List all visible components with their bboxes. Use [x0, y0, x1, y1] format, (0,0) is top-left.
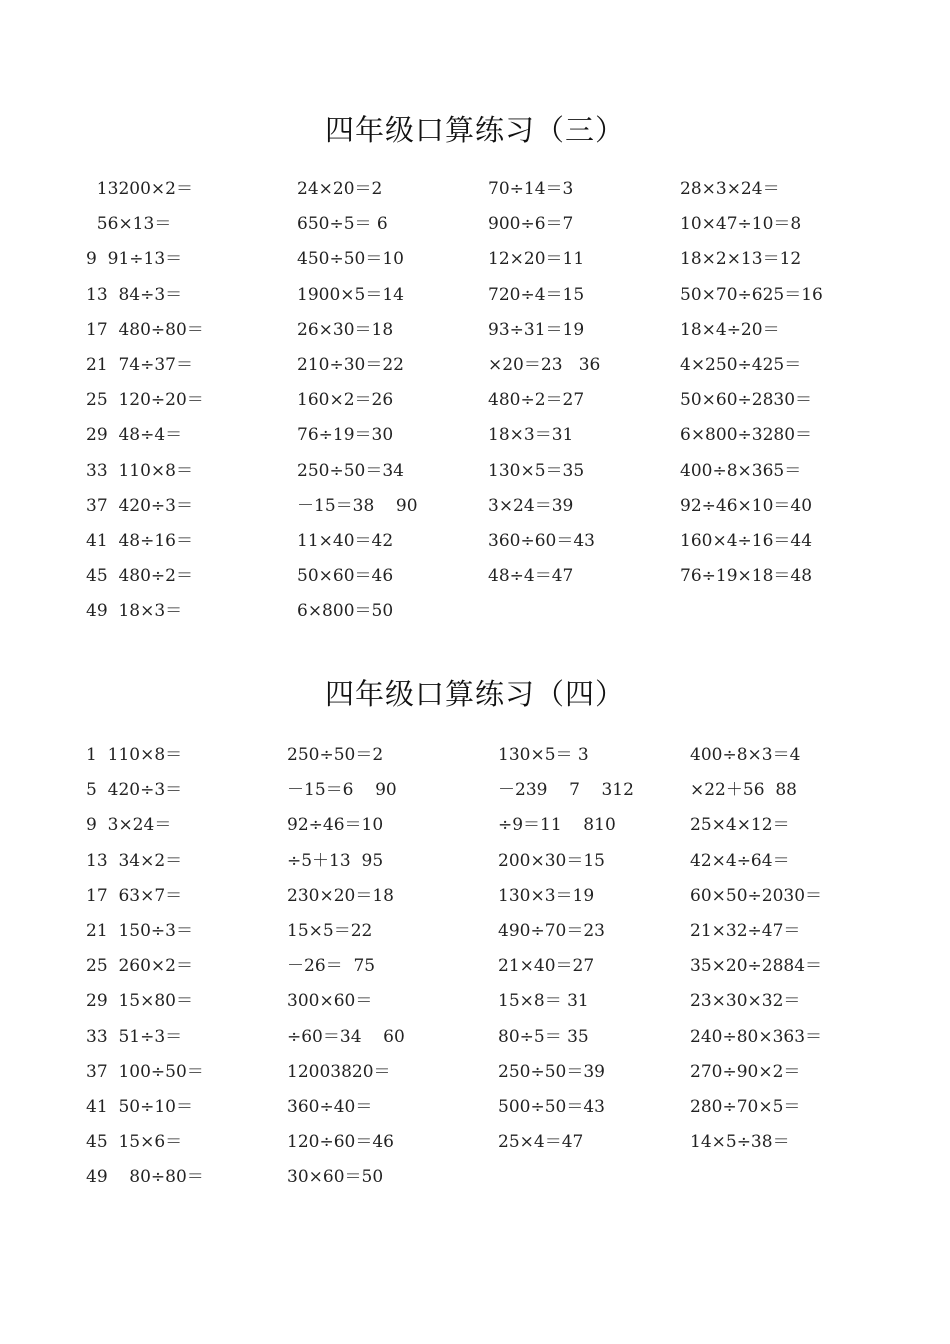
problem-row [0, 955, 950, 985]
arithmetic-problem: 30×60＝50 [287, 1167, 384, 1188]
arithmetic-problem: 80÷5＝ 35 [498, 1026, 589, 1047]
problem-row [0, 530, 950, 560]
arithmetic-problem: 250÷50＝39 [498, 1061, 605, 1082]
problem-row [0, 744, 950, 774]
problem-row [0, 814, 950, 844]
arithmetic-problem: 1 110×8＝ [86, 745, 183, 765]
arithmetic-problem: ×20＝23 36 [488, 355, 601, 375]
arithmetic-problem: －239 7 312 [498, 780, 634, 801]
problem-row [0, 389, 950, 419]
arithmetic-problem: 160×2＝26 [297, 390, 394, 411]
arithmetic-problem: 130×5＝35 [488, 460, 585, 481]
arithmetic-problem: 26×30＝18 [297, 319, 394, 340]
arithmetic-problem: 300×60＝ [287, 991, 373, 1012]
arithmetic-problem: －15＝6 90 [287, 780, 397, 801]
arithmetic-problem: 11×40＝42 [297, 531, 394, 551]
problem-row [0, 1061, 950, 1091]
problem-row [0, 885, 950, 915]
arithmetic-problem: 24×20＝2 [297, 179, 383, 199]
arithmetic-problem: 17 480÷80＝ [86, 319, 204, 340]
problem-row [0, 178, 950, 208]
arithmetic-problem: 15×5＝22 [287, 921, 373, 941]
arithmetic-problem: 200×30＝15 [498, 850, 605, 871]
arithmetic-problem: 14×5÷38＝ [690, 1132, 790, 1153]
arithmetic-problem: －15＝38 90 [297, 495, 418, 516]
arithmetic-problem: 92÷46×10＝40 [680, 495, 813, 516]
arithmetic-problem: 9 3×24＝ [86, 815, 172, 836]
arithmetic-problem: 130×5＝ 3 [498, 745, 589, 765]
arithmetic-problem: 650÷5＝ 6 [297, 214, 388, 235]
arithmetic-problem: 4×250÷425＝ [680, 355, 802, 375]
arithmetic-problem: 93÷31＝19 [488, 319, 585, 340]
arithmetic-problem: 21×40＝27 [498, 956, 595, 977]
arithmetic-problem: 9 91÷13＝ [86, 249, 183, 270]
arithmetic-problem: 400÷8×365＝ [680, 460, 802, 481]
arithmetic-problem: 240÷80×363＝ [690, 1026, 823, 1047]
arithmetic-problem: 490÷70＝23 [498, 921, 605, 941]
arithmetic-problem: 41 48÷16＝ [86, 531, 193, 551]
problem-row [0, 600, 950, 630]
arithmetic-problem: 13 84÷3＝ [86, 284, 183, 305]
arithmetic-problem: 21×32÷47＝ [690, 921, 801, 941]
arithmetic-problem: 500÷50＝43 [498, 1097, 605, 1117]
arithmetic-problem: 33 51÷3＝ [86, 1026, 183, 1047]
arithmetic-problem: 23×30×32＝ [690, 991, 801, 1012]
arithmetic-problem: 17 63×7＝ [86, 885, 183, 906]
arithmetic-problem: 13 34×2＝ [86, 850, 183, 871]
arithmetic-problem: 5 420÷3＝ [86, 780, 183, 801]
arithmetic-problem: 6×800＝50 [297, 601, 394, 622]
section-title: 四年级口算练习（三） [324, 113, 625, 147]
arithmetic-problem: 45 480÷2＝ [86, 566, 193, 587]
arithmetic-problem: 210÷30＝22 [297, 355, 404, 375]
problem-row [0, 850, 950, 880]
arithmetic-problem: 1900×5＝14 [297, 284, 404, 305]
arithmetic-problem: 50×70÷625＝16 [680, 284, 823, 305]
problem-row [0, 284, 950, 314]
arithmetic-problem: 21 74÷37＝ [86, 355, 193, 375]
arithmetic-problem: 48÷4＝47 [488, 566, 574, 587]
arithmetic-problem: 50×60＝46 [297, 566, 394, 587]
arithmetic-problem: 400÷8×3＝4 [690, 745, 801, 765]
arithmetic-problem: ÷9＝11 810 [498, 815, 616, 836]
arithmetic-problem: 15×8＝ 31 [498, 991, 589, 1012]
arithmetic-problem: 900÷6＝7 [488, 214, 574, 235]
problem-row [0, 319, 950, 349]
arithmetic-problem: 250÷50＝2 [287, 745, 384, 765]
arithmetic-problem: 60×50÷2030＝ [690, 885, 823, 906]
arithmetic-problem: 25×4＝47 [498, 1132, 584, 1153]
arithmetic-problem: 230×20＝18 [287, 885, 394, 906]
arithmetic-problem: 33 110×8＝ [86, 460, 193, 481]
problem-row [0, 248, 950, 278]
arithmetic-problem: 76÷19＝30 [297, 425, 394, 446]
arithmetic-problem: ÷5＋13 95 [287, 850, 384, 871]
arithmetic-problem: 35×20÷2884＝ [690, 956, 823, 977]
arithmetic-problem: 18×2×13＝12 [680, 249, 802, 270]
problem-row [0, 1026, 950, 1056]
problem-row [0, 354, 950, 384]
arithmetic-problem: 720÷4＝15 [488, 284, 585, 305]
arithmetic-problem: 160×4÷16＝44 [680, 531, 813, 551]
arithmetic-problem: 480÷2＝27 [488, 390, 585, 411]
problem-row [0, 424, 950, 454]
problem-row [0, 779, 950, 809]
arithmetic-problem: 92÷46＝10 [287, 815, 384, 836]
arithmetic-problem: 18×4÷20＝ [680, 319, 780, 340]
arithmetic-problem: 41 50÷10＝ [86, 1097, 193, 1117]
arithmetic-problem: 18×3＝31 [488, 425, 574, 446]
arithmetic-problem: 360÷40＝ [287, 1097, 373, 1117]
arithmetic-problem: 50×60÷2830＝ [680, 390, 813, 411]
arithmetic-problem: 360÷60＝43 [488, 531, 595, 551]
problem-row [0, 565, 950, 595]
arithmetic-problem: 450÷50＝10 [297, 249, 404, 270]
arithmetic-problem: 270÷90×2＝ [690, 1061, 801, 1082]
arithmetic-problem: 29 48÷4＝ [86, 425, 183, 446]
arithmetic-problem: 70÷14＝3 [488, 179, 574, 199]
section-title: 四年级口算练习（四） [324, 677, 625, 711]
problem-row [0, 1166, 950, 1196]
arithmetic-problem: 12003820＝ [287, 1061, 391, 1082]
problem-row [0, 460, 950, 490]
arithmetic-problem: 28×3×24＝ [680, 179, 780, 199]
arithmetic-problem: －26＝ 75 [287, 956, 376, 977]
problem-row [0, 990, 950, 1020]
arithmetic-problem: 56×13＝ [86, 214, 172, 235]
arithmetic-problem: 6×800÷3280＝ [680, 425, 813, 446]
arithmetic-problem: 25 260×2＝ [86, 956, 193, 977]
arithmetic-problem: 3×24＝39 [488, 495, 574, 516]
arithmetic-problem: 250÷50＝34 [297, 460, 404, 481]
arithmetic-problem: 42×4÷64＝ [690, 850, 790, 871]
arithmetic-problem: ÷60＝34 60 [287, 1026, 405, 1047]
arithmetic-problem: 21 150÷3＝ [86, 921, 193, 941]
arithmetic-problem: 37 420÷3＝ [86, 495, 193, 516]
arithmetic-problem: 29 15×80＝ [86, 991, 193, 1012]
arithmetic-problem: 280÷70×5＝ [690, 1097, 801, 1117]
arithmetic-problem: 12×20＝11 [488, 249, 585, 270]
arithmetic-problem: 120÷60＝46 [287, 1132, 394, 1153]
problem-row [0, 920, 950, 950]
arithmetic-problem: 130×3＝19 [498, 885, 595, 906]
problem-row [0, 1131, 950, 1161]
arithmetic-problem: 25 120÷20＝ [86, 390, 204, 411]
problem-row [0, 213, 950, 243]
arithmetic-problem: 45 15×6＝ [86, 1132, 183, 1153]
arithmetic-problem: 10×47÷10＝8 [680, 214, 802, 235]
arithmetic-problem: 49 80÷80＝ [86, 1167, 204, 1188]
problem-row [0, 1096, 950, 1126]
arithmetic-problem: 76÷19×18＝48 [680, 566, 813, 587]
arithmetic-problem: 37 100÷50＝ [86, 1061, 204, 1082]
problem-row [0, 495, 950, 525]
arithmetic-problem: ×22＋56 88 [690, 780, 797, 801]
arithmetic-problem: 49 18×3＝ [86, 601, 183, 622]
arithmetic-problem: 13200×2＝ [86, 179, 193, 199]
arithmetic-problem: 25×4×12＝ [690, 815, 790, 836]
